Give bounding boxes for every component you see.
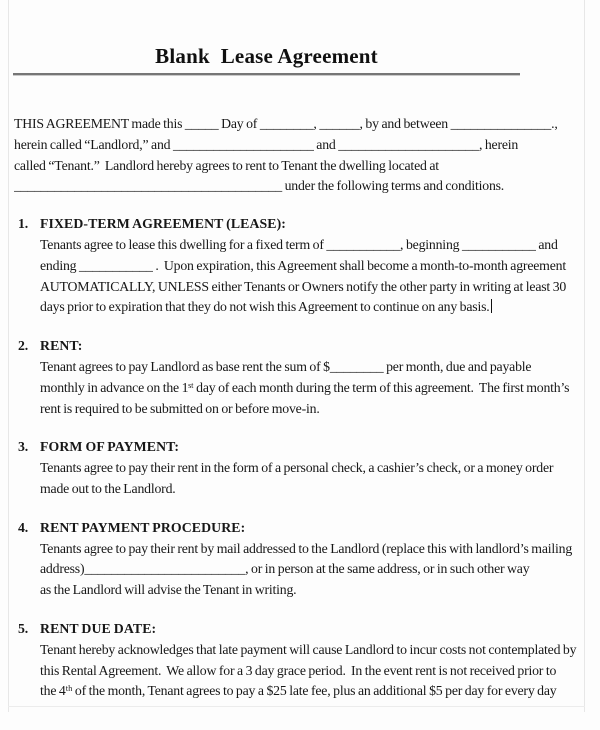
section-fixed-term-agreement [0,214,600,318]
title-underline-rule [13,73,520,76]
section-number: 1. [18,216,28,232]
section-body-line: made out to the Landlord. [40,480,176,496]
section-heading: FORM OF PAYMENT: [40,439,180,455]
section-body-line: Tenant hereby acknowledges that late payment will cause Landlord to incur costs not contemplated by [40,641,577,657]
page-title: Blank Lease Agreement [155,44,378,68]
intro-line: herein called “Landlord,” and _____________________ and _____________________, herein [14,136,519,152]
section-body-line: Tenants agree to pay their rent by mail addressed to the Landlord (replace this with landlord’s mailing [40,540,573,556]
section-body-line: AUTOMATICALLY, UNLESS either Tenants or Owners notify the other party in writing at least 30 [40,278,567,294]
section-body-line: this Rental Agreement. We allow for a 3 day grace period. In the event rent is not received prior to [40,662,557,678]
section-form-of-payment [0,437,600,499]
section-body-line: monthly in advance on the 1ˢᵗ day of each month during the term of this agreement. The first month’s [40,379,570,395]
section-number: 4. [18,519,28,535]
intro-line: called “Tenant.” Landlord hereby agrees to rent to Tenant the dwelling located at [14,157,439,173]
page-left-edge [8,0,9,712]
section-heading: RENT: [40,338,83,354]
page-right-edge [584,0,585,712]
page-bottom-edge [8,706,585,707]
section-body-line: Tenants agree to pay their rent in the form of a personal check, a cashier’s check, or a money order [40,460,554,476]
section-body-line: address)________________________, or in person at the same address, or in such other way [40,561,530,577]
section-list [0,214,600,702]
section-heading: RENT DUE DATE: [40,620,157,636]
section-body-line: ending ___________ . Upon expiration, this Agreement shall become a month-to-month agreement [40,257,566,273]
section-rent [0,336,600,419]
intro-line: THIS AGREEMENT made this _____ Day of ________, ______, by and between _______________., [14,116,558,131]
intro-line: ________________________________________ under the following terms and conditions. [14,178,505,194]
intro-paragraph [14,114,590,197]
section-number: 2. [18,338,28,354]
section-body-line: Tenants agree to lease this dwelling for a fixed term of ___________, beginning ___________ and [40,236,558,252]
section-number: 5. [18,620,28,636]
section-body-line: rent is required to be submitted on or before move-in. [40,400,320,416]
section-rent-payment-procedure [0,518,600,601]
section-heading: RENT PAYMENT PROCEDURE: [40,519,246,535]
section-body-line-text: days prior to expiration that they do not wish this Agreement to continue on any basis. [40,299,490,315]
section-body-line: the 4ᵗʰ of the month, Tenant agrees to pay a $25 late fee, plus an additional $5 per day for every day [40,683,557,699]
text-cursor [491,299,493,313]
section-number: 3. [18,439,28,455]
section-heading: FIXED-TERM AGREEMENT (LEASE): [40,216,286,232]
section-body-line: as the Landlord will advise the Tenant in writing. [40,582,297,598]
section-body-line: Tenant agrees to pay Landlord as base rent the sum of $________ per month, due and payable [40,358,532,374]
section-rent-due-date [0,619,600,702]
section-body-line [40,297,590,318]
